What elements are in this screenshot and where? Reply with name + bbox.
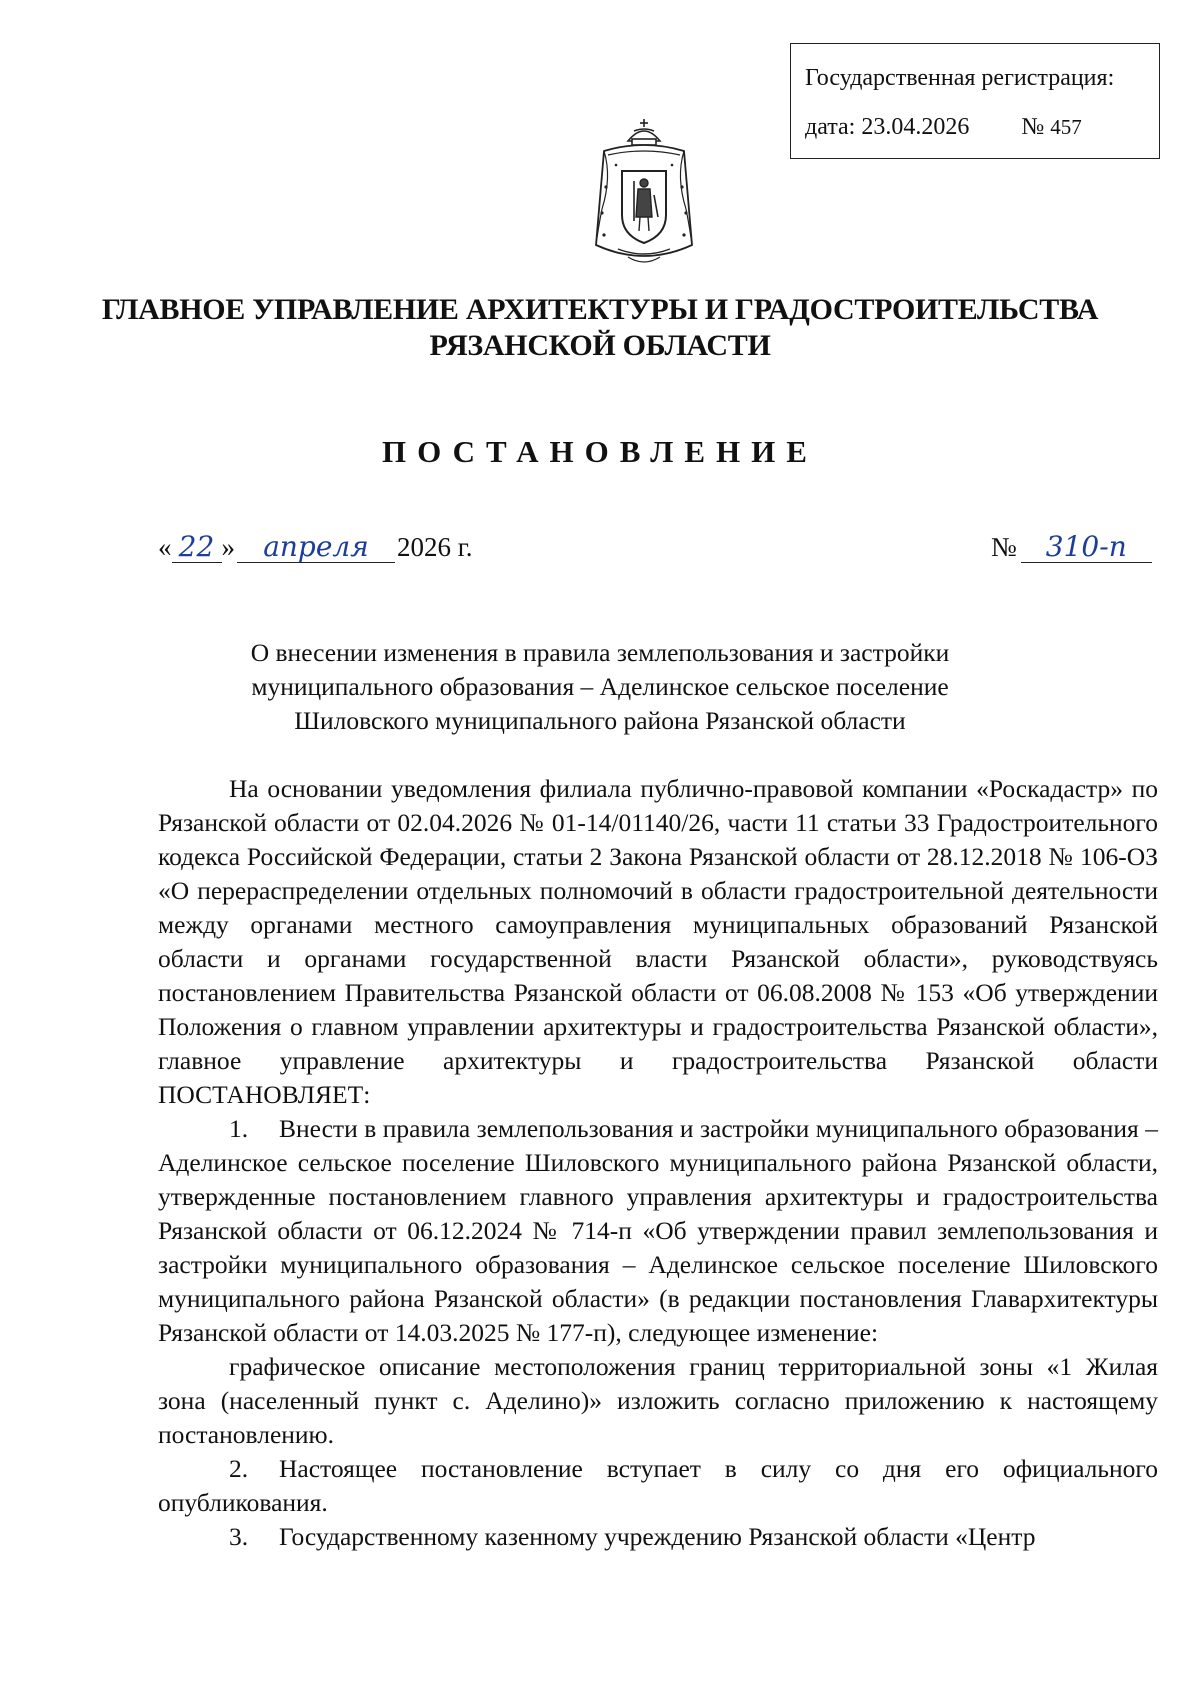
list-item-3-number: 3. <box>229 1522 249 1551</box>
date-day-handwritten: 22 <box>172 532 222 563</box>
preamble-paragraph: На основании уведомления филиала публично-правовой компании «Роскадастр» по Рязанской области от 02.04.2026 № 01-14/01140/26, части 11 статьи 33 Градостроительного кодекса Российской Федерации, статьи 2 Закона Рязанской области от 28.12.2018 № 106-ОЗ «О перераспределении отдельных полномочий в области градостроительной деятельности между органами местного самоуправления муниципальных образований Рязанской области и органами государственной власти Рязанской области», руководствуясь постановлением Правительства Рязанской области от 06.08.2008 № 153 «Об утверждении Положения о главном управлении архитектуры и градостроительства Рязанской области», главное управление архитектуры и градостроительства Рязанской области ПОСТАНОВЛЯЕТ: <box>158 774 1158 1109</box>
list-item-2-text: Настоящее постановление вступает в силу со дня его официального опубликования. <box>158 1454 1158 1517</box>
list-item-3 <box>158 1520 1158 1554</box>
list-item-2-number: 2. <box>229 1454 249 1483</box>
list-item-1-subparagraph: графическое описание местоположения границ территориальной зоны «1 Жилая зона (населенный пункт с. Аделино)» изложить согласно приложению к настоящему постановлению. <box>158 1352 1158 1449</box>
list-item-2 <box>158 1452 1158 1520</box>
document-subject <box>0 636 1200 738</box>
list-item-1 <box>158 1112 1158 1350</box>
registration-stamp <box>790 43 1160 159</box>
org-name-line2: РЯЗАНСКОЙ ОБЛАСТИ <box>429 329 771 362</box>
org-name-line1: ГЛАВНОЕ УПРАВЛЕНИЕ АРХИТЕКТУРЫ И ГРАДОСТРОИТЕЛЬСТВА <box>101 293 1099 326</box>
list-item-1-text: Внести в правила землепользования и застройки муниципального образования – Аделинское сельское поселение Шиловского муниципального района Рязанской области, утвержденные постановлением главного управления архитектуры и градостроительства Рязанской области от 06.12.2024 № 714-п «Об утверждении правил землепользования и застройки муниципального образования – Аделинское сельское поселение Шиловского муниципального района Рязанской области» (в редакции постановления Главархитектуры Рязанской области от 14.03.2025 № 177-п), следующее изменение: <box>158 1114 1158 1347</box>
registration-number-label: № <box>1021 113 1045 140</box>
registration-date: дата: 23.04.2026 <box>805 113 970 140</box>
registration-number: 457 <box>1050 114 1082 139</box>
document-number-handwritten: 310-п <box>1021 532 1152 563</box>
document-type-title: ПОСТАНОВЛЕНИЕ <box>382 434 818 469</box>
subject-line1: О внесении изменения в правила землепользования и застройки <box>250 638 950 667</box>
list-item-3-text: Государственному казенному учреждению Рязанской области «Центр <box>279 1522 1036 1551</box>
document-body <box>158 772 1158 1554</box>
document-number <box>991 532 1152 563</box>
document-date <box>158 532 473 563</box>
list-item-1-number: 1. <box>229 1114 249 1143</box>
date-month-handwritten: апреля <box>237 532 395 563</box>
registration-label: Государственная регистрация: <box>805 65 1115 91</box>
subject-line3: Шиловского муниципального района Рязанской области <box>294 706 906 735</box>
date-close-quote: » <box>221 532 235 562</box>
coat-of-arms-icon <box>582 117 706 273</box>
subject-line2: муниципального образования – Аделинское сельское поселение <box>251 672 949 701</box>
date-year: 2026 г. <box>397 532 473 562</box>
document-number-label: № <box>991 532 1017 562</box>
organization-header <box>0 292 1200 364</box>
registration-details <box>805 113 1147 142</box>
date-open-quote: « <box>158 532 172 562</box>
